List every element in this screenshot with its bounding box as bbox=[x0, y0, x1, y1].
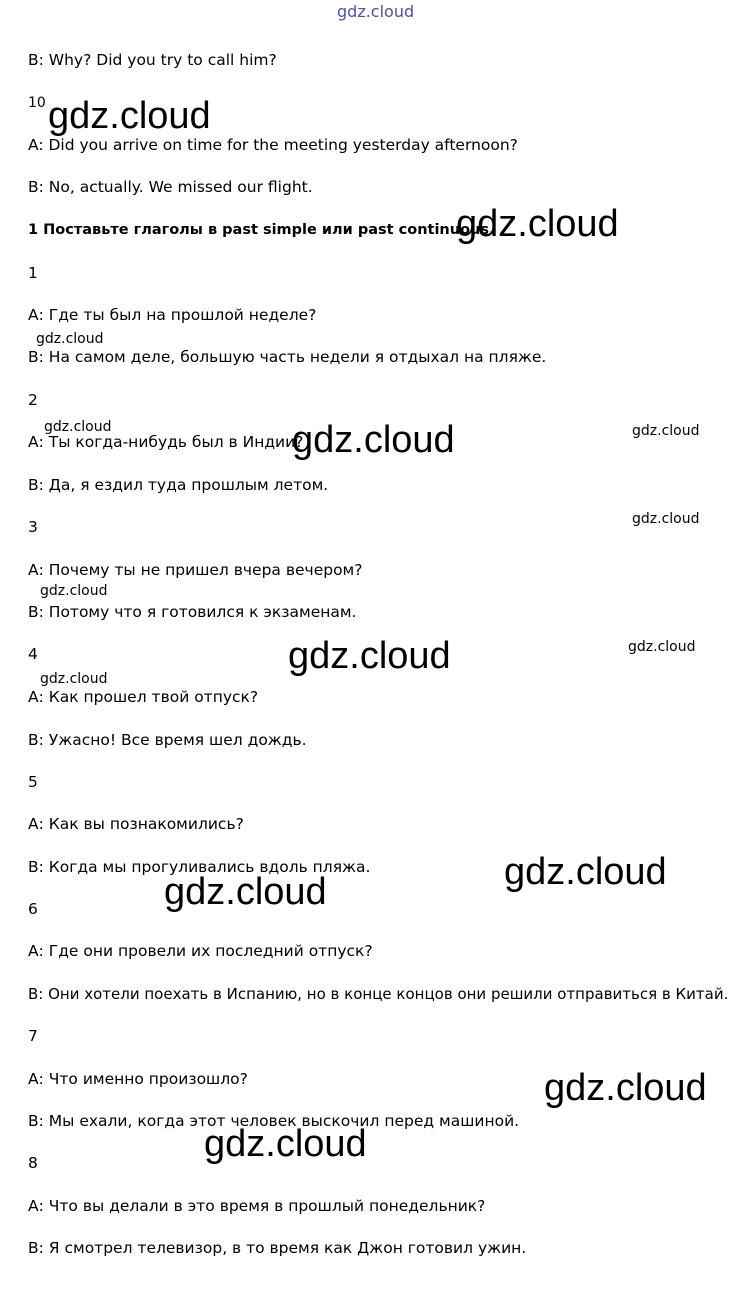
item-number: 7 bbox=[28, 1027, 38, 1045]
dialogue-line-b: B: Why? Did you try to call him? bbox=[28, 51, 277, 69]
watermark-small: gdz.cloud bbox=[632, 511, 700, 527]
watermark-small: gdz.cloud bbox=[36, 331, 104, 347]
item-number: 6 bbox=[28, 900, 38, 918]
dialogue-line-b: В: Когда мы прогуливались вдоль пляжа. bbox=[28, 858, 371, 876]
watermark-top: gdz.cloud bbox=[337, 2, 415, 21]
dialogue-line-a: А: Почему ты не пришел вчера вечером? bbox=[28, 561, 363, 579]
dialogue-line-b: В: Они хотели поехать в Испанию, но в конце концов они решили отправиться в Китай. bbox=[28, 985, 729, 1003]
dialogue-line-a: А: Что вы делали в это время в прошлый понедельник? bbox=[28, 1197, 486, 1215]
item-number: 3 bbox=[28, 518, 38, 536]
item-number: 8 bbox=[28, 1154, 38, 1172]
dialogue-line-b: В: Ужасно! Все время шел дождь. bbox=[28, 731, 307, 749]
watermark-small: gdz.cloud bbox=[40, 583, 108, 599]
watermark-small: gdz.cloud bbox=[628, 639, 696, 655]
exercise-heading: 1 Поставьте глаголы в past simple или past continuous. bbox=[28, 222, 495, 238]
item-number: 5 bbox=[28, 773, 38, 791]
watermark-big: gdz.cloud bbox=[456, 203, 619, 245]
watermark-big: gdz.cloud bbox=[48, 95, 211, 137]
dialogue-line-b: В: Мы ехали, когда этот человек выскочил перед машиной. bbox=[28, 1112, 520, 1130]
watermark-big: gdz.cloud bbox=[544, 1067, 707, 1109]
dialogue-line-a: А: Ты когда-нибудь был в Индии? bbox=[28, 433, 304, 451]
item-number: 2 bbox=[28, 391, 38, 409]
watermark-small: gdz.cloud bbox=[44, 419, 112, 435]
watermark-big: gdz.cloud bbox=[504, 851, 667, 893]
dialogue-line-b: B: No, actually. We missed our flight. bbox=[28, 178, 313, 196]
item-number-10: 10 bbox=[28, 95, 46, 111]
dialogue-line-b: В: На самом деле, большую часть недели я отдыхал на пляже. bbox=[28, 348, 547, 366]
watermark-big: gdz.cloud bbox=[292, 419, 455, 461]
dialogue-line-a: А: Как вы познакомились? bbox=[28, 815, 244, 833]
watermark-big: gdz.cloud bbox=[204, 1123, 367, 1165]
watermark-small: gdz.cloud bbox=[632, 423, 700, 439]
dialogue-line-b: В: Потому что я готовился к экзаменам. bbox=[28, 603, 357, 621]
watermark-big: gdz.cloud bbox=[164, 871, 327, 913]
dialogue-line-a: А: Как прошел твой отпуск? bbox=[28, 688, 259, 706]
dialogue-line-a: А: Где они провели их последний отпуск? bbox=[28, 942, 373, 960]
dialogue-line-a: А: Что именно произошло? bbox=[28, 1070, 248, 1088]
item-number: 4 bbox=[28, 645, 38, 663]
item-number: 1 bbox=[28, 264, 38, 282]
watermark-small: gdz.cloud bbox=[40, 671, 108, 687]
dialogue-line-a: A: Did you arrive on time for the meeting yesterday afternoon? bbox=[28, 136, 518, 154]
watermark-big: gdz.cloud bbox=[288, 635, 451, 677]
dialogue-line-b: В: Да, я ездил туда прошлым летом. bbox=[28, 476, 329, 494]
dialogue-line-a: А: Где ты был на прошлой неделе? bbox=[28, 306, 317, 324]
dialogue-line-b: В: Я смотрел телевизор, в то время как Джон готовил ужин. bbox=[28, 1239, 527, 1257]
